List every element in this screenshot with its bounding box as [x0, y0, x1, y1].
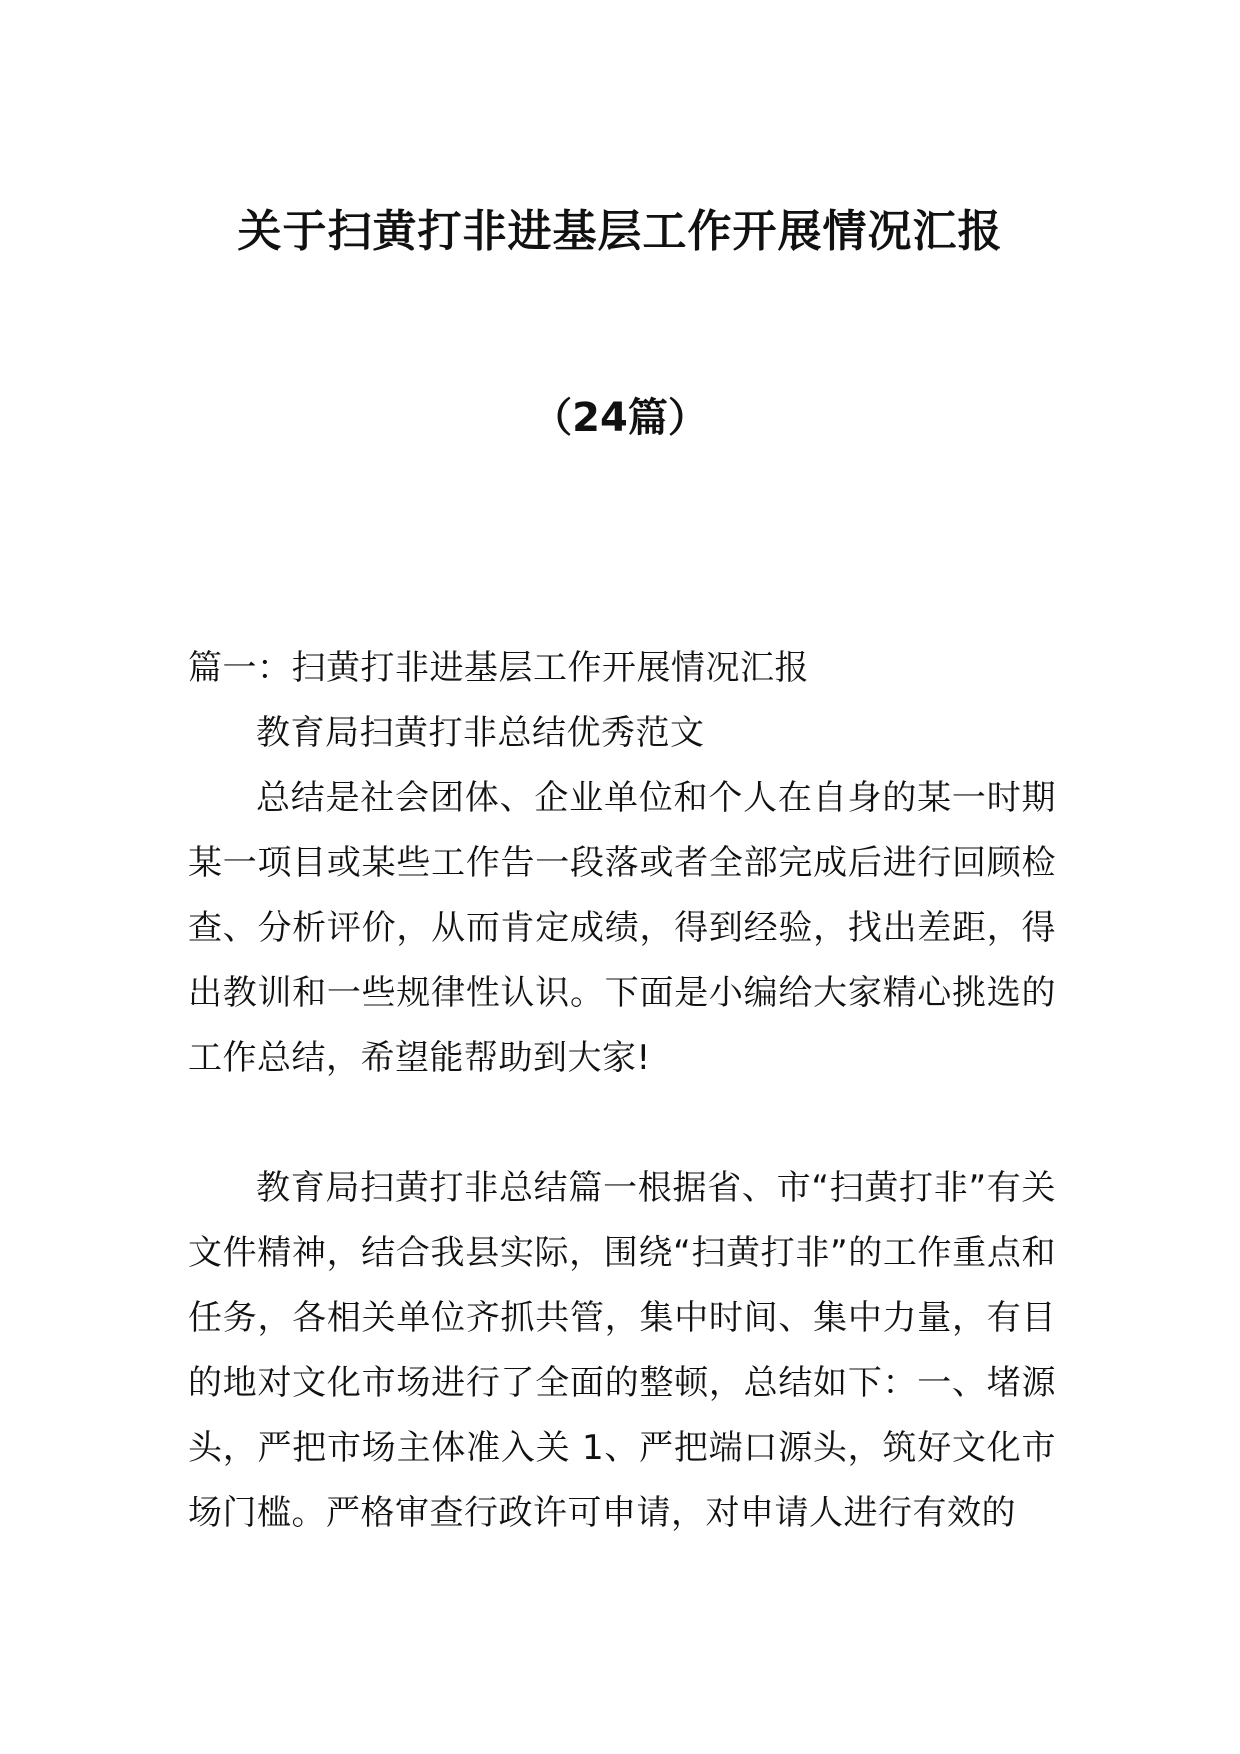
- section-heading: 篇一：扫黄打非进基层工作开展情况汇报: [188, 648, 809, 688]
- body-paragraph: 教育局扫黄打非总结篇一根据省、市“扫黄打非”有关文件精神，结合我县实际，围绕“扫黄打非”的工作重点和任务，各相关单位齐抓共管，集中时间、集中力量，有目的地对文化市场进行了全面的整顿，总结如下：一、堵源头，严把市场主体准入关 1、严把端口源头，筑好文化市场门槛。严格审查行政许可申请，对申请人进行有效的: [188, 1168, 1056, 1533]
- document-subtitle: （24篇）: [532, 395, 708, 441]
- document-title: 关于扫黄打非进基层工作开展情况汇报: [237, 206, 1003, 257]
- body-paragraph: 总结是社会团体、企业单位和个人在自身的某一时期某一项目或某些工作告一段落或者全部完成后进行回顾检查、分析评价，从而肯定成绩，得到经验，找出差距，得出教训和一些规律性认识。下面是小编给大家精心挑选的工作总结，希望能帮助到大家!: [188, 778, 1056, 1078]
- article-title: 教育局扫黄打非总结优秀范文: [256, 713, 705, 753]
